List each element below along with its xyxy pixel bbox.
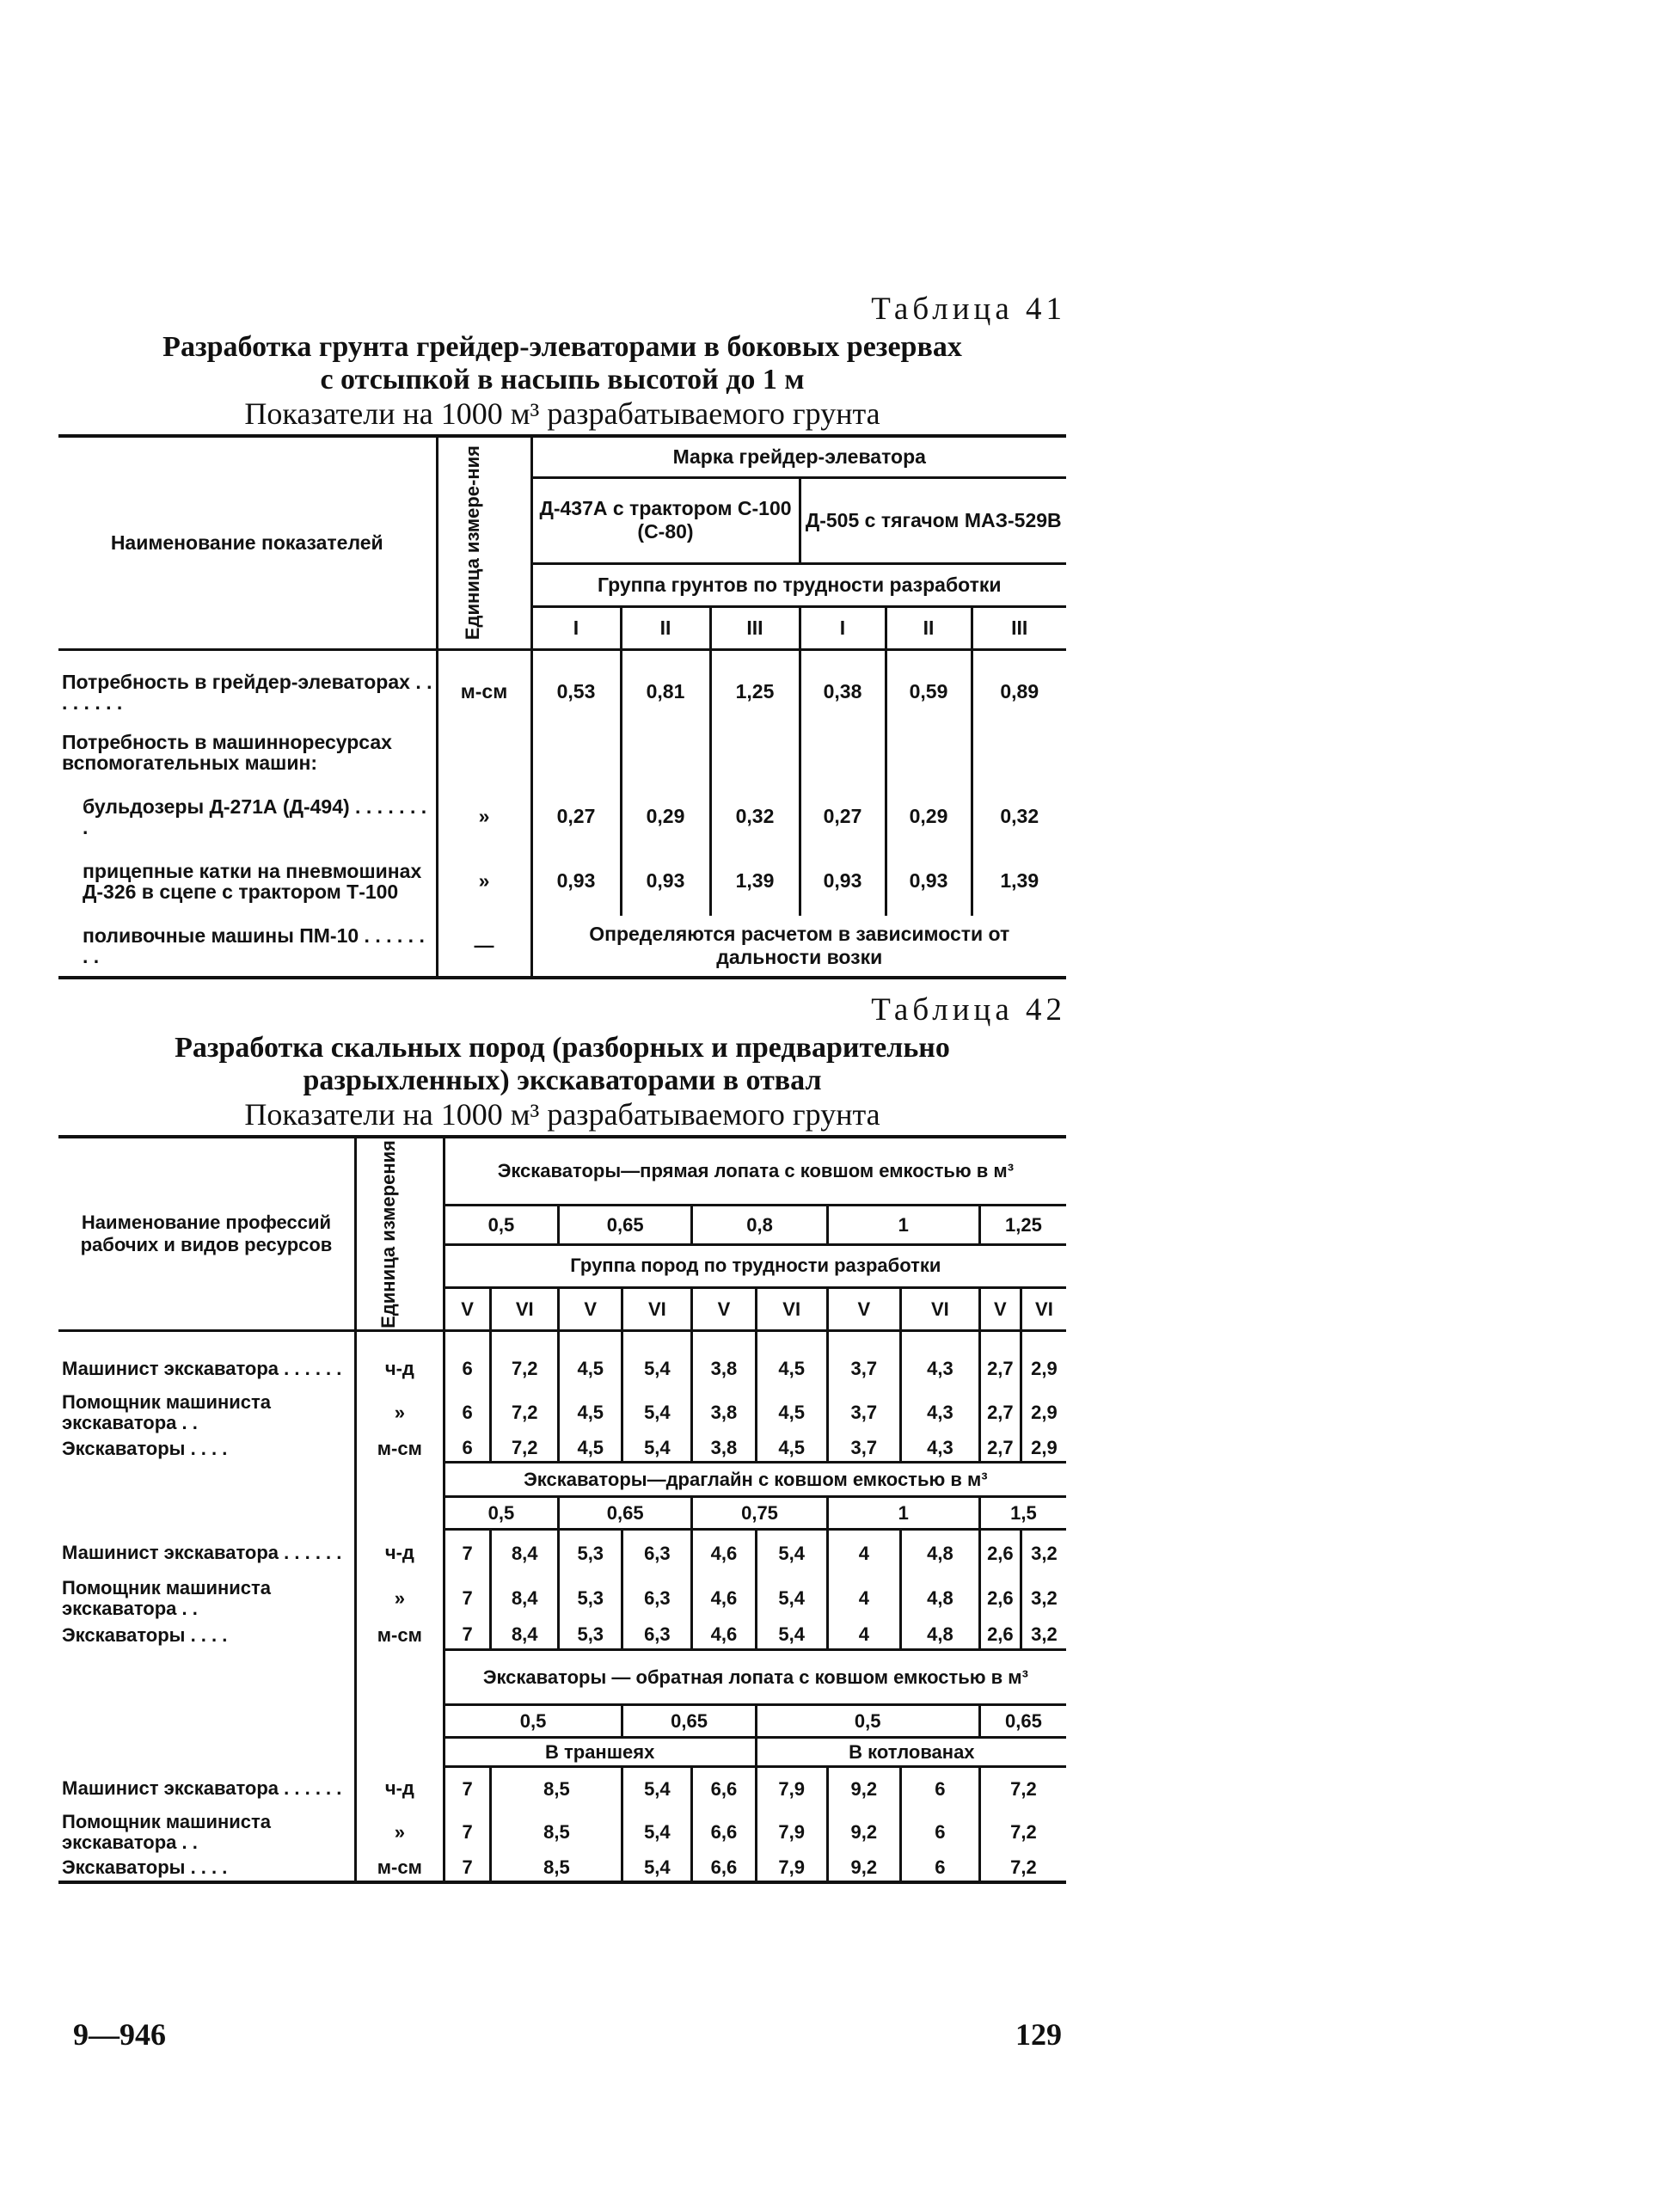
table42-cell: 4,5 [559,1390,622,1435]
table42-cell: 6 [444,1390,491,1435]
table42-s1-capacity: 1 [827,1206,979,1244]
table42 [58,1135,1066,1884]
table42-group: V [559,1288,622,1331]
table42-group: VI [756,1288,827,1331]
table42-cell: 6,3 [622,1576,692,1621]
table42-cell: 5,4 [622,1855,692,1882]
table42-cell: 7,9 [756,1767,827,1810]
table42-cell: 5,3 [559,1576,622,1621]
table41-machine1: Д-437А с трактором С-100 (С-80) [531,477,800,563]
table42-cell: 3,7 [827,1347,900,1390]
table41-cell: 0,93 [531,847,621,916]
table42-title-line1: Разработка скальных пород (разборных и предварительно [175,1031,950,1064]
table41 [58,434,1066,979]
table42-cell: 4,6 [692,1576,756,1621]
table42-row [58,1621,1066,1650]
table41-row [58,666,1066,718]
table42-s2-capacity: 1 [827,1497,979,1530]
table42-row-name: Помощник машиниста экскаватора . . [58,1576,355,1621]
table41-cell: 1,39 [710,847,800,916]
table41-cell: 0,29 [621,787,710,847]
table42-cell: 9,2 [827,1767,900,1810]
table42-cell: 2,6 [979,1576,1021,1621]
table41-cell: 0,89 [1000,680,1039,703]
table42-row-unit: м-см [355,1621,444,1650]
table41-col-name: Наименование показателей [58,436,437,649]
table42-cell: 6,6 [692,1855,756,1882]
table41-cell: 0,27 [800,787,886,847]
table42-group: VI [622,1288,692,1331]
table42-cell: 5,3 [559,1621,622,1650]
table42-cell: 7 [444,1621,491,1650]
table41-col-unit-cell [437,436,531,649]
table41-row-name: Потребность в грейдер-элеваторах . . . . . . . . [58,666,437,718]
table42-cell: 5,4 [756,1530,827,1576]
table42-cell: 4,5 [756,1435,827,1463]
table42-col-unit-cell [355,1137,444,1331]
table42-cell: 4,5 [559,1435,622,1463]
table42-cell: 7,2 [1010,1856,1037,1878]
table42-cell: 8,5 [491,1810,622,1855]
table42-row-unit: ч-д [355,1767,444,1810]
table41-row-name: бульдозеры Д-271А (Д-494) . . . . . . . . [58,787,437,847]
table42-s3-capacity: 0,5 [444,1705,622,1738]
table41-row-unit: » [437,787,531,847]
table42-col-name: Наименование профессий рабочих и видов ресурсов [58,1137,355,1331]
table42-cell: 2,7 [979,1435,1021,1463]
table41-row-name: поливочные машины ПМ-10 . . . . . . . . [58,916,437,978]
table42-row-name: Экскаваторы . . . . [58,1855,355,1882]
table41-col-brand: Марка грейдер-элеватора [531,436,1066,477]
page [58,291,1066,1884]
table42-group: V [827,1288,900,1331]
table42-cell: 3,7 [827,1435,900,1463]
table42-cell: 3,2 [1031,1623,1058,1646]
table42-cell: 6 [900,1767,979,1810]
table42-cell: 4,5 [756,1347,827,1390]
table42-group: V [444,1288,491,1331]
table42-row [58,1390,1066,1435]
table42-s1-header: Экскаваторы—прямая лопата с ковшом емкостью в м³ [444,1137,1066,1206]
table41-row [58,718,1066,787]
table41-number: Таблица 41 [871,291,1066,327]
table42-number: Таблица 42 [871,991,1066,1028]
table41-row [58,916,1066,978]
table41-cell: 0,59 [886,666,972,718]
table41-cell: 0,29 [886,787,972,847]
table42-cell: 6,3 [622,1621,692,1650]
table42-s3-capacity: 0,65 [622,1705,756,1738]
table42-row-name: Экскаваторы . . . . [58,1621,355,1650]
table42-cell: 4,3 [900,1390,979,1435]
table42-group: VI [900,1288,979,1331]
table41-row-name: прицепные катки на пневмошинах Д-326 в сцепе с трактором Т-100 [58,847,437,916]
table42-s3-capacity: 0,65 [979,1705,1066,1738]
table41-title-line2: с отсыпкой в насыпь высотой до 1 м [320,364,805,396]
table42-s2-capacity: 0,65 [559,1497,692,1530]
table42-cell: 5,4 [622,1435,692,1463]
table42-cell: 2,7 [979,1347,1021,1390]
table42-row [58,1810,1066,1855]
table41-group: II [621,606,710,649]
page-number: 129 [1015,2017,1062,2052]
table42-s1-capacity: 0,65 [559,1206,692,1244]
table41-group: III [710,606,800,649]
table42-s2-header: Экскаваторы—драглайн с ковшом емкостью в м³ [444,1463,1066,1497]
table42-row-unit: » [355,1810,444,1855]
table42-s2-capacity: 1,5 [979,1497,1066,1530]
table41-col-unit: Единица измере-ния [462,445,483,641]
table42-cell: 7,9 [756,1855,827,1882]
table42-s3-location-trenches: В траншеях [444,1738,756,1767]
table41-cell: 0,32 [1000,805,1039,827]
table42-cell: 5,3 [559,1530,622,1576]
table42-cell: 6 [900,1810,979,1855]
table41-cell: 0,93 [621,847,710,916]
table42-row-name: Помощник машиниста экскаватора . . [58,1390,355,1435]
table41-cell: 1,25 [710,666,800,718]
table42-row [58,1576,1066,1621]
table42-cell: 2,9 [1031,1402,1058,1424]
table41-title-line1: Разработка грунта грейдер-элеваторами в боковых резервах [162,331,962,363]
table42-cell: 4,5 [756,1390,827,1435]
table42-cell: 4,6 [692,1621,756,1650]
table42-cell: 2,9 [1031,1437,1058,1459]
table42-cell: 4,8 [900,1576,979,1621]
table42-cell: 2,7 [979,1390,1021,1435]
table41-group: II [886,606,972,649]
table42-row [58,1767,1066,1810]
table42-cell: 4,8 [900,1621,979,1650]
table41-cell: 0,27 [531,787,621,847]
table42-cell: 5,4 [622,1390,692,1435]
table41-row-unit: м-см [437,666,531,718]
table41-row-unit: » [437,847,531,916]
table42-group: V [979,1288,1021,1331]
table42-row-unit: ч-д [355,1530,444,1576]
table42-cell: 5,4 [622,1767,692,1810]
table42-cell: 7,2 [491,1390,559,1435]
table42-row-unit: ч-д [355,1347,444,1390]
table42-group: VI [491,1288,559,1331]
table42-cell: 2,9 [1031,1358,1058,1380]
table42-row-name: Машинист экскаватора . . . . . . [58,1347,355,1390]
table42-cell: 3,7 [827,1390,900,1435]
table42-row-unit: м-см [355,1855,444,1882]
table42-row-name: Экскаваторы . . . . [58,1435,355,1463]
table42-cell: 4,6 [692,1530,756,1576]
table42-row [58,1435,1066,1463]
table42-cell: 7 [444,1530,491,1576]
table42-cell: 4 [827,1530,900,1576]
table42-cell: 7,2 [1010,1777,1037,1800]
table42-cell: 4 [827,1621,900,1650]
table42-subtitle: Показатели на 1000 м³ разрабатываемого грунта [244,1096,880,1132]
table41-group: I [531,606,621,649]
table41-machine2: Д-505 с тягачом МАЗ-529В [800,477,1066,563]
table42-row [58,1530,1066,1576]
table42-cell: 7,2 [1010,1820,1037,1843]
table42-cell: 5,4 [756,1576,827,1621]
table42-row-unit: м-см [355,1435,444,1463]
table42-cell: 5,4 [622,1810,692,1855]
table42-s1-capacity: 0,8 [692,1206,827,1244]
table42-cell: 4,3 [900,1347,979,1390]
table42-cell: 8,5 [491,1767,622,1810]
table42-row-unit: » [355,1576,444,1621]
table42-cell: 4 [827,1576,900,1621]
table42-s1-capacity: 0,5 [444,1206,558,1244]
table42-cell: 9,2 [827,1810,900,1855]
table42-cell: 6 [900,1855,979,1882]
table41-cell: 0,93 [800,847,886,916]
table42-cell: 5,4 [622,1347,692,1390]
table42-row-name: Машинист экскаватора . . . . . . [58,1530,355,1576]
table41-row-unit: — [437,916,531,978]
table42-row [58,1347,1066,1390]
table42-group: V [692,1288,756,1331]
table42-cell: 6,6 [692,1767,756,1810]
table42-cell: 7 [444,1810,491,1855]
table42-title-line2: разрыхленных) экскаваторами в отвал [303,1064,822,1096]
table42-cell: 3,2 [1031,1586,1058,1609]
table42-cell: 6,3 [622,1530,692,1576]
printer-signature: 9—946 [73,2017,166,2052]
table42-cell: 3,2 [1031,1542,1058,1564]
table41-cell: 0,81 [621,666,710,718]
table42-cell: 3,8 [692,1390,756,1435]
table42-cell: 3,8 [692,1435,756,1463]
table42-cell: 8,4 [491,1621,559,1650]
table42-row-unit: » [355,1390,444,1435]
table41-cell: 1,39 [1000,869,1039,892]
table42-cell: 7 [444,1767,491,1810]
table41-subtitle: Показатели на 1000 м³ разрабатываемого грунта [244,396,880,431]
table42-row [58,1855,1066,1882]
table41-note: Определяются расчетом в зависимости от дальности возки [589,922,1010,968]
table41-group: III [972,606,1066,649]
table42-s3-location-pits: В котлованах [756,1738,1066,1767]
table41-cell: 0,32 [710,787,800,847]
table42-cell: 8,4 [491,1576,559,1621]
table42-cell: 2,6 [979,1530,1021,1576]
table41-cell: 0,53 [531,666,621,718]
table42-cell: 7,9 [756,1810,827,1855]
table42-group: VI [1021,1288,1066,1331]
table42-group-header: Группа пород по трудности разработки [444,1244,1066,1287]
table42-cell: 6 [444,1435,491,1463]
table42-col-unit: Единица измерения [377,1139,399,1328]
table42-cell: 3,8 [692,1347,756,1390]
table42-cell: 6,6 [692,1810,756,1855]
table42-cell: 2,6 [979,1621,1021,1650]
table42-cell: 8,4 [491,1530,559,1576]
table42-cell: 4,3 [900,1435,979,1463]
table41-cell: 0,93 [886,847,972,916]
table42-cell: 4,5 [559,1347,622,1390]
table42-row-name: Помощник машиниста экскаватора . . [58,1810,355,1855]
table42-cell: 7 [444,1576,491,1621]
table41-row [58,847,1066,916]
table42-s2-capacity: 0,75 [692,1497,827,1530]
table42-cell: 8,5 [491,1855,622,1882]
table42-cell: 5,4 [756,1621,827,1650]
table42-cell: 7,2 [491,1347,559,1390]
table42-cell: 7,2 [491,1435,559,1463]
table42-cell: 4,8 [900,1530,979,1576]
table42-row-name: Машинист экскаватора . . . . . . [58,1767,355,1810]
table42-cell: 7 [444,1855,491,1882]
table42-s3-header: Экскаваторы — обратная лопата с ковшом емкостью в м³ [444,1650,1066,1705]
table42-s3-capacity: 0,5 [756,1705,979,1738]
table42-cell: 6 [444,1347,491,1390]
table41-group-header: Группа грунтов по трудности разработки [531,563,1066,606]
table41-row-name: Потребность в машинноресурсах вспомогательных машин: [58,718,437,787]
table42-s1-capacity: 1,25 [979,1206,1066,1244]
table42-cell: 9,2 [827,1855,900,1882]
table42-s2-capacity: 0,5 [444,1497,558,1530]
table41-cell: 0,38 [800,666,886,718]
table41-row [58,787,1066,847]
table41-group: I [800,606,886,649]
